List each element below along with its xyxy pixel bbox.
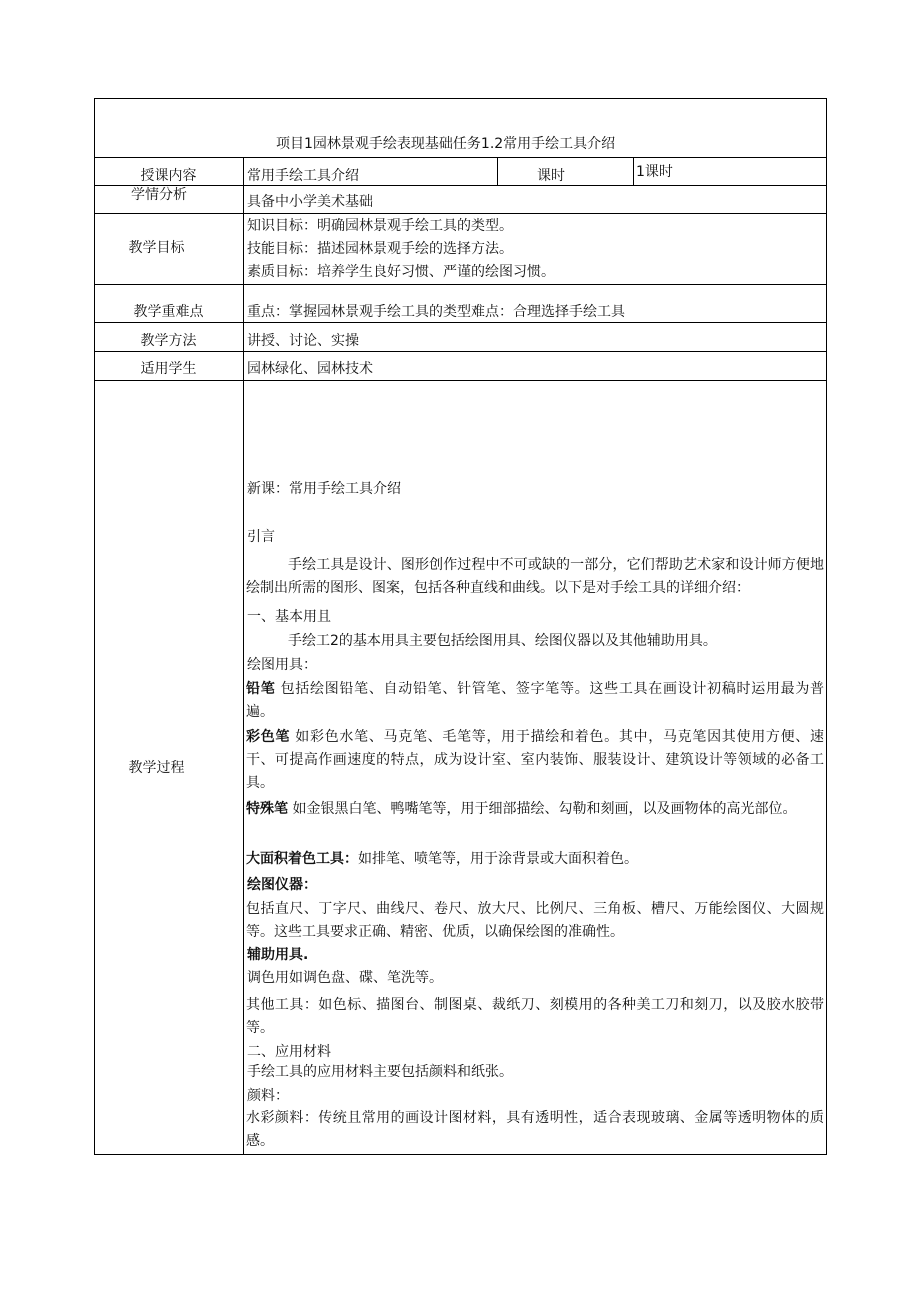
goal-quality: 素质目标：培养学生良好习惯、严谨的绘图习惯。 — [247, 264, 555, 280]
process-aux-line-1: 调色用如调色盘、碟、笔洗等。 — [247, 970, 443, 986]
special-pen-term: 特殊笔 — [246, 801, 288, 817]
process-intro-paragraph: 手绘工具是设计、图形创作过程中不可或缺的一部分，它们帮助艺术家和设计师方便地绘制出所需的图形、图案，包括各种直线和曲线。以下是对手绘工具的详细介绍： — [246, 557, 824, 596]
process-drawing-tools-heading: 绘图用具： — [247, 657, 317, 673]
process-watercolor-paragraph: 水彩颜料：传统且常用的画设计图材料，具有透明性，适合表现玻璃、金属等透明物体的质感。 — [246, 1110, 824, 1149]
goal-skill: 技能目标：描述园林景观手绘的选择方法。 — [247, 241, 513, 257]
row-label-goals: 教学目标 — [128, 240, 185, 256]
row-label-content: 授课内容 — [140, 168, 197, 184]
process-section-1-paragraph: 手绘工2的基本用具主要包括绘图用具、绘图仪器以及其他辅助用具。 — [288, 633, 717, 649]
row-label-process: 教学过程 — [128, 760, 185, 776]
hours-value: 1课时 — [636, 164, 673, 180]
row-value-students: 园林绿化、园林技术 — [247, 361, 373, 377]
table-border-bottom — [94, 1154, 827, 1155]
table-border-top — [94, 98, 827, 99]
process-instruments-heading: 绘图仪器： — [247, 877, 317, 893]
color-pen-term: 彩色笔 — [246, 729, 291, 745]
large-color-text: 如排笔、喷笔等，用于涂背景或大面积着色。 — [358, 851, 638, 867]
table-border-right — [826, 98, 827, 1155]
row-divider — [94, 185, 827, 186]
row-divider — [94, 322, 827, 323]
page-title: 项目1园林景观手绘表现基础任务1.2常用手绘工具介绍 — [276, 136, 616, 152]
process-section-1: 一、基本用且 — [247, 609, 331, 625]
goal-knowledge: 知识目标：明确园林景观手绘工具的类型。 — [247, 218, 513, 234]
row-value-methods: 讲授、讨论、实操 — [247, 333, 359, 349]
process-new-lesson: 新课：常用手绘工具介绍 — [247, 481, 401, 497]
row-divider — [94, 157, 827, 158]
row-value-analysis: 具备中小学美术基础 — [247, 194, 373, 210]
row-label-students: 适用学生 — [140, 361, 197, 377]
process-aux-heading: 辅助用具. — [247, 947, 309, 963]
column-divider — [243, 157, 244, 1155]
row-label-analysis: 学情分析 — [131, 187, 187, 203]
row-divider — [94, 213, 827, 214]
row-divider — [94, 284, 827, 285]
process-section-2: 二、应用材料 — [247, 1044, 331, 1060]
process-intro-heading: 引言 — [247, 529, 275, 545]
row-value-keypoints: 重点：掌握园林景观手绘工具的类型难点：合理选择手绘工具 — [247, 304, 625, 320]
process-section-2-paragraph: 手绘工具的应用材料主要包括颜料和纸张。 — [247, 1064, 513, 1080]
process-pigment-heading: 颜料： — [247, 1088, 289, 1104]
special-pen-text: 如金银黑白笔、鸭嘴笔等，用于细部描绘、勾勒和刻画，以及画物体的高光部位。 — [292, 801, 797, 817]
row-divider — [94, 380, 827, 381]
hours-label: 课时 — [537, 168, 565, 184]
process-aux-line-2: 其他工具：如色标、描图台、制图桌、裁纸刀、刻模用的各种美工刀和刻刀，以及胶水胶带等。 — [246, 997, 824, 1036]
hours-divider-right — [633, 157, 634, 185]
pencil-text: 包括绘图铅笔、自动铅笔、针管笔、签字笔等。这些工具在画设计初稿时运用最为普遍。 — [246, 681, 825, 720]
hours-divider-left — [497, 157, 498, 185]
pencil-term: 铅笔 — [246, 681, 276, 697]
process-instruments-paragraph: 包括直尺、丁字尺、曲线尺、卷尺、放大尺、比例尺、三角板、槽尺、万能绘图仪、大圆规等。这些工具要求正确、精密、优质，以确保绘图的准确性。 — [246, 901, 824, 940]
row-value-content: 常用手绘工具介绍 — [247, 168, 359, 184]
large-color-term: 大面积着色工具： — [246, 851, 358, 867]
process-color-pen-item — [246, 726, 824, 795]
process-special-pen-item — [246, 798, 824, 821]
process-pencil-item — [246, 678, 824, 724]
process-large-color-item — [246, 848, 824, 871]
row-divider — [94, 351, 827, 352]
row-label-keypoints: 教学重难点 — [133, 304, 204, 320]
row-label-methods: 教学方法 — [140, 333, 197, 349]
color-pen-text: 如彩色水笔、马克笔、毛笔等，用于描绘和着色。其中，马克笔因其使用方便、速干、可提高作画速度的特点，成为设计室、室内装饰、服装设计、建筑设计等领域的必备工具。 — [246, 729, 825, 791]
